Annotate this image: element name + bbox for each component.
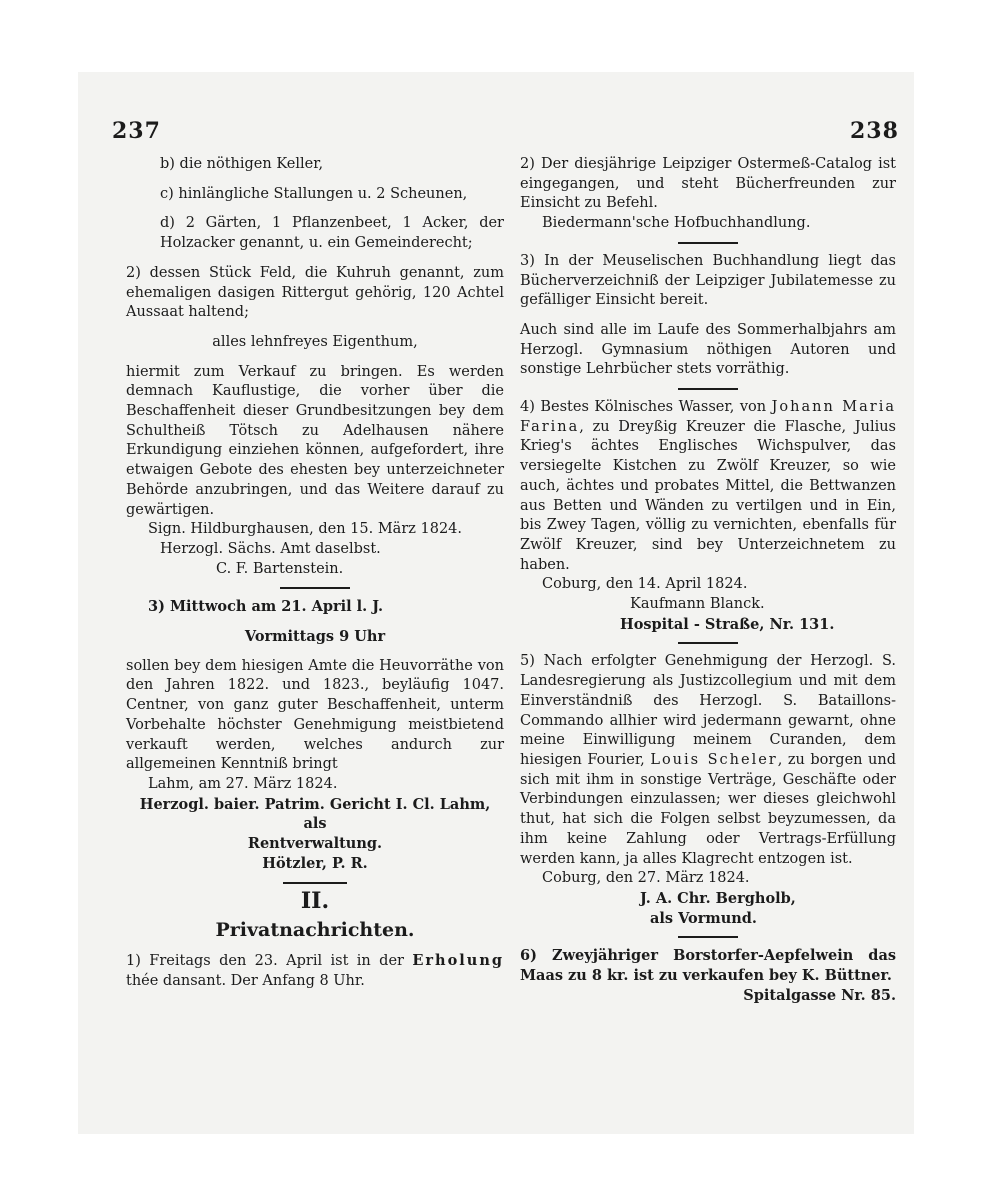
notice-3-textbooks: Auch sind alle im Laufe des Sommerhalbjahrs am Herzogl. Gymnasium nöthigen Autoren und sonstige Lehrbücher stets vorräthig.: [520, 321, 896, 378]
notice-5-warning: 5) Nach erfolgter Genehmigung der Herzogl. S. Landesregierung als Justizcollegium und mit dem Einverständniß des Herzogl. S. Bataillons-Commando allhier wird jedermann gewarnt, ohne meine Einwilligung meinem Curanden, dem hiesigen Fourier, Louis Scheler, zu borgen und sich mit ihm in sonstige Verträge, Geschäfte oder Verbindungen einzulassen; wer dieses gleichwohl thut, hat sich die Folgen selbst beyzumessen, da ihm keine Zahlung oder Vertrags-Erfüllung werden kann, ja alles Klagrecht entzogen ist.: [520, 653, 896, 867]
item-b-cellars: b) die nöthigen Keller,: [160, 156, 324, 172]
hay-auction-place-date: Lahm, am 27. März 1824.: [148, 775, 338, 792]
private-notice-1: 1) Freitags den 23. April ist in der Erholung thée dansant. Der Anfang 8 Uhr.: [126, 951, 504, 989]
notice-2-catalog: 2) Der diesjährige Leipziger Ostermeß-Catalog ist eingegangen, und steht Bücherfreunden zur Einsicht zu Befehl.: [520, 156, 896, 212]
page-number-right: 238: [850, 118, 899, 144]
notice-4-place-date: Coburg, den 14. April 1824.: [542, 576, 748, 593]
section-divider: [283, 882, 347, 884]
signature-office: Herzogl. Sächs. Amt daselbst.: [160, 540, 381, 557]
hay-auction-office: Rentverwaltung.: [247, 835, 383, 853]
notice-4-merchant: Kaufmann Blanck.: [630, 596, 765, 613]
sale-announcement-text: hiermit zum Verkauf zu bringen. Es werden demnach Kauflustige, die vorher über die Beschaffenheit dieser Grundbesitzungen bey dem Schultheiß Tötsch zu Adelhausen nähere Erkundigung einziehen können, aufgefordert, ihre etwaigen Gebote des ehesten bey unterzeichneter Behörde anzubringen, und das Weitere darauf zu gewärtigen.: [126, 363, 504, 518]
notice-5-signer: J. A. Chr. Bergholb,: [640, 889, 796, 907]
item-c-stables: c) hinlängliche Stallungen u. 2 Scheunen,: [160, 185, 468, 202]
hay-auction-time: Vormittags 9 Uhr: [244, 628, 386, 646]
notice-4-address: Hospital - Straße, Nr. 131.: [620, 615, 835, 633]
right-column: [520, 155, 896, 1005]
hay-auction-signer: Hötzler, P. R.: [262, 854, 368, 872]
signature-name: C. F. Bartenstein.: [216, 560, 344, 577]
page-number-left: 237: [112, 118, 161, 144]
notice-5-role: als Vormund.: [650, 909, 757, 927]
notice-3-bookshop: 3) In der Meuselischen Buchhandlung liegt das Bücherverzeichniß der Leipziger Jubilatemesse zu gefälliger Einsicht bereit.: [520, 252, 896, 309]
notice-4-cologne-water: 4) Bestes Kölnisches Wasser, von Johann Maria Farina, zu Dreyßig Kreuzer die Flasche, Julius Krieg's ächtes Englisches Wichspulver, das versiegelte Kistchen zu Zwölf Kreuzer, so wie auch, ächtes und probates Mittel, die Bettwanzen aus Betten und Wänden zu vertilgen und in Ein, bis Zwey Tagen, völlig zu vernichten, ebenfalls für Zwölf Kreuzer, sind bey Unterzeichnetem zu haben.: [520, 399, 896, 573]
item-d-gardens: d) 2 Gärten, 1 Pflanzenbeet, 1 Acker, der Holzacker genannt, u. ein Gemeinderecht;: [160, 215, 504, 252]
signature-place-date: Sign. Hildburghausen, den 15. März 1824.: [148, 521, 463, 538]
property-note: alles lehnfreyes Eigenthum,: [212, 333, 418, 350]
hay-auction-date: 3) Mittwoch am 21. April l. J.: [148, 598, 384, 616]
section-divider: [678, 388, 738, 390]
section-divider: [678, 242, 738, 244]
hay-auction-court: Herzogl. baier. Patrim. Gericht I. Cl. Lahm,: [139, 795, 491, 813]
notice-6-address: Spitalgasse Nr. 85.: [743, 986, 896, 1004]
section-number: II.: [300, 887, 330, 914]
section-title: Privatnachrichten.: [215, 919, 415, 942]
section-divider: [678, 936, 738, 938]
hay-auction-text: sollen bey dem hiesigen Amte die Heuvorräthe von den Jahren 1822. und 1823., beyläufig 1047. Centner, von ganz guter Beschaffenheit, unterm Vorbehalte höchster Genehmigung meistbietend verkauft werden, welches andurch zur allgemeinen Kenntniß bringt: [126, 657, 504, 773]
notice-2-signer: Biedermann'sche Hofbuchhandlung.: [542, 215, 811, 232]
section-divider: [280, 587, 350, 589]
hay-auction-als: als: [303, 815, 327, 833]
left-column: [126, 155, 504, 991]
section-divider: [678, 642, 738, 644]
notice-5-place-date: Coburg, den 27. März 1824.: [542, 870, 750, 887]
notice-6-cider: 6) Zweyjähriger Borstorfer-Aepfelwein das Maas zu 8 kr. ist zu verkaufen bey K. Büttner.: [520, 947, 896, 985]
item-2-field: 2) dessen Stück Feld, die Kuhruh genannt, zum ehemaligen dasigen Rittergut gehörig, 120 Achtel Aussaat haltend;: [126, 264, 504, 321]
